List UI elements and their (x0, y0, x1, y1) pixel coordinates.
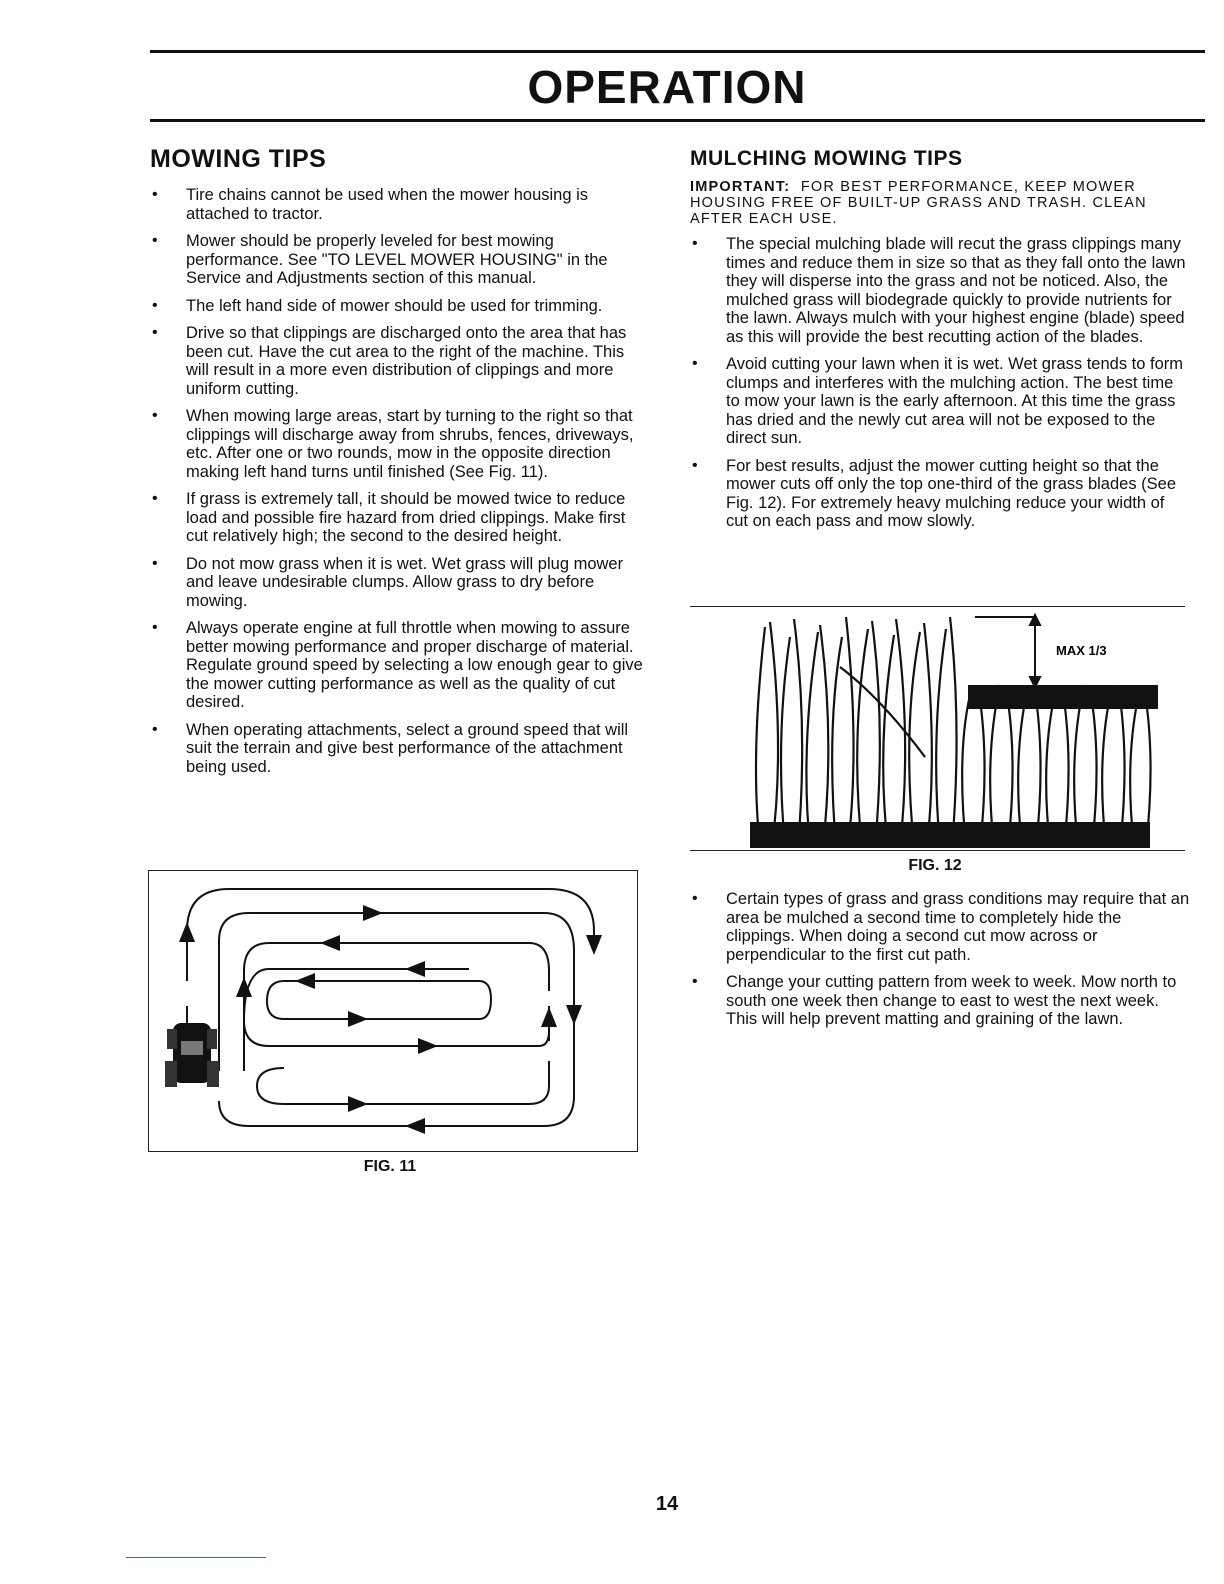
list-item: • Do not mow grass when it is wet. Wet grass will plug mower and leave undesirable clumps. Allow grass to dry before mowing. (150, 555, 645, 611)
mowing-tips-section (150, 145, 645, 785)
mulching-tips-list (690, 235, 1190, 531)
grass-illustration (690, 607, 1185, 850)
important-text: FOR BEST PERFORMANCE, KEEP MOWER HOUSING FREE OF BUILT-UP GRASS AND TRASH. CLEAN AFTER EACH USE. (690, 179, 1147, 227)
tractor-icon (165, 1023, 219, 1087)
list-item: • If grass is extremely tall, it should be mowed twice to reduce load and possible fire hazard from dried clippings. Make first cut relatively high; the second to the desired height. (150, 490, 645, 546)
important-label: IMPORTANT: (690, 179, 791, 195)
list-item: • Mower should be properly leveled for best mowing performance. See "TO LEVEL MOWER HOUSING" in the Service and Adjustments section of this manual. (150, 232, 645, 288)
footer-line (126, 1557, 266, 1558)
fig-11-caption: FIG. 11 (363, 1158, 417, 1175)
list-item: • Change your cutting pattern from week to week. Mow north to south one week then change to east to west the next week. This will help prevent matting and graining of the lawn. (690, 973, 1190, 1029)
top-rule (150, 50, 1205, 53)
mulching-tips-list-bottom (690, 890, 1190, 1029)
list-item: • For best results, adjust the mower cutting height so that the mower cuts off only the top one-third of the grass blades (See Fig. 12). For extremely heavy mulching reduce your width of cut on each pass and mow slowly. (690, 457, 1190, 531)
list-item: • The left hand side of mower should be used for trimming. (150, 297, 645, 316)
fig-12-caption: FIG. 12 (908, 857, 962, 874)
max-one-third-label: MAX 1/3 (1056, 643, 1107, 658)
page-title: OPERATION (527, 61, 807, 113)
list-item: • When mowing large areas, start by turning to the right so that clippings will discharge away from shrubs, fences, driveways, etc. After one or two rounds, mow in the opposite direction making left hand turns until finished (See Fig. 11). (150, 407, 645, 481)
mulching-tips-heading: MULCHING MOWING TIPS (690, 147, 963, 170)
mulching-tips-section (690, 145, 1190, 540)
mowing-pattern-diagram (149, 871, 637, 1151)
list-item: • Drive so that clippings are discharged onto the area that has been cut. Have the cut area to the right of the machine. This will result in a more even distribution of clippings and more uniform cutting. (150, 324, 645, 398)
fig-11-mowing-pattern (148, 870, 638, 1152)
title-rule (150, 119, 1205, 122)
list-item: • Always operate engine at full throttle when mowing to assure better mowing performance and proper discharge of material. Regulate ground speed by selecting a low enough gear to give the mower cutting performance as well as the quality of cut desired. (150, 619, 645, 712)
important-note (690, 179, 1190, 227)
mowing-tips-heading: MOWING TIPS (150, 145, 327, 173)
list-item: • When operating attachments, select a ground speed that will suit the terrain and give best performance of the attachment being used. (150, 721, 645, 777)
list-item: • Tire chains cannot be used when the mower housing is attached to tractor. (150, 186, 645, 223)
fig-12-grass-height (690, 606, 1185, 851)
mulching-tips-continued (690, 890, 1190, 1038)
list-item: • Certain types of grass and grass conditions may require that an area be mulched a second time to completely hide the clippings. When doing a second cut mow across or perpendicular to the first cut path. (690, 890, 1190, 964)
mowing-tips-list (150, 186, 645, 776)
page-number: 14 (655, 1493, 679, 1515)
list-item: • The special mulching blade will recut the grass clippings many times and reduce them in size so that as they fall onto the lawn they will disperse into the grass and not be noticed. Also, the mulched grass will biodegrade quickly to provide nutrients for the lawn. Always mulch with your highest engine (blade) speed as this will provide the best recutting action of the blades. (690, 235, 1190, 346)
list-item: • Avoid cutting your lawn when it is wet. Wet grass tends to form clumps and interferes with the mulching action. The best time to mow your lawn is the early afternoon. At this time the grass has dried and the newly cut area will not be exposed to the direct sun. (690, 355, 1190, 448)
